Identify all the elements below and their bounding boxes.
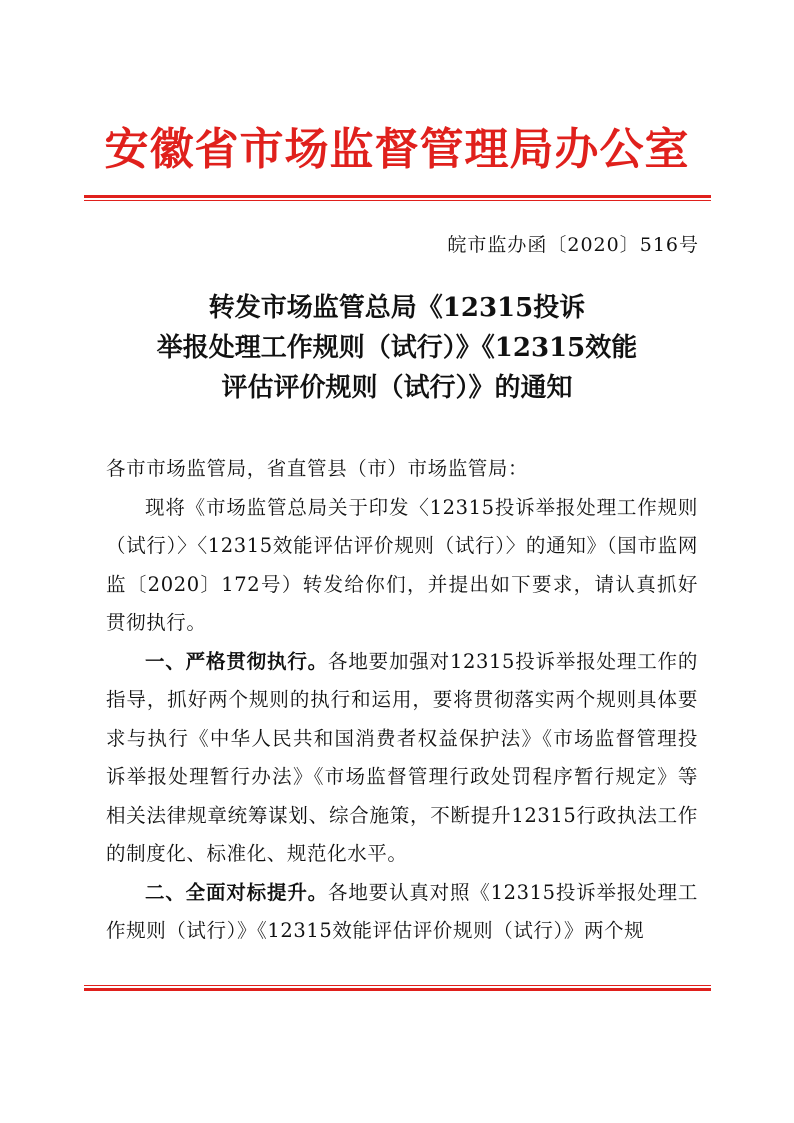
- document-number: 皖市监办函〔2020〕516号: [447, 234, 699, 256]
- section-1-text: 各地要加强对12315投诉举报处理工作的指导，抓好两个规则的执行和运用，要将贯彻落实两个规则具体要求与执行《中华人民共和国消费者权益保护法》《市场监督管理投诉举报处理暂行办法》《市场监督管理行政处罚程序暂行规定》等相关法律规章统筹谋划、综合施策，不断提升12315行政执法工作的制度化、标准化、规范化水平。: [106, 649, 698, 865]
- letterhead-rule-thin: [84, 200, 711, 201]
- document-body: [106, 450, 698, 951]
- footer-rule-thick: [84, 988, 711, 991]
- section-1-paragraph: [106, 643, 698, 874]
- document-title: [90, 288, 704, 408]
- section-2-paragraph: [106, 874, 698, 951]
- section-1-heading: 一、严格贯彻执行。: [145, 649, 328, 673]
- title-line-3: 评估评价规则（试行）》的通知: [221, 373, 573, 403]
- letterhead-rule-thick: [84, 195, 711, 198]
- title-line-2: 举报处理工作规则（试行）》《12315效能: [156, 333, 638, 363]
- intro-paragraph: 现将《市场监管总局关于印发〈12315投诉举报处理工作规则（试行）〉〈12315效能评估评价规则（试行）〉的通知》（国市监网监〔2020〕172号）转发给你们，并提出如下要求，请认真抓好贯彻执行。: [106, 495, 698, 634]
- salutation: 各市市场监管局，省直管县（市）市场监管局：: [106, 457, 529, 480]
- title-line-1: 转发市场监管总局《12315投诉: [208, 293, 586, 323]
- letterhead-title: 安徽省市场监督管理局办公室: [104, 124, 690, 175]
- section-2-text: 各地要认真对照《12315投诉举报处理工作规则（试行）》《12315效能评估评价规则（试行）》两个规: [106, 880, 698, 942]
- section-2-heading: 二、全面对标提升。: [145, 880, 328, 904]
- footer-rule-thin: [84, 985, 711, 986]
